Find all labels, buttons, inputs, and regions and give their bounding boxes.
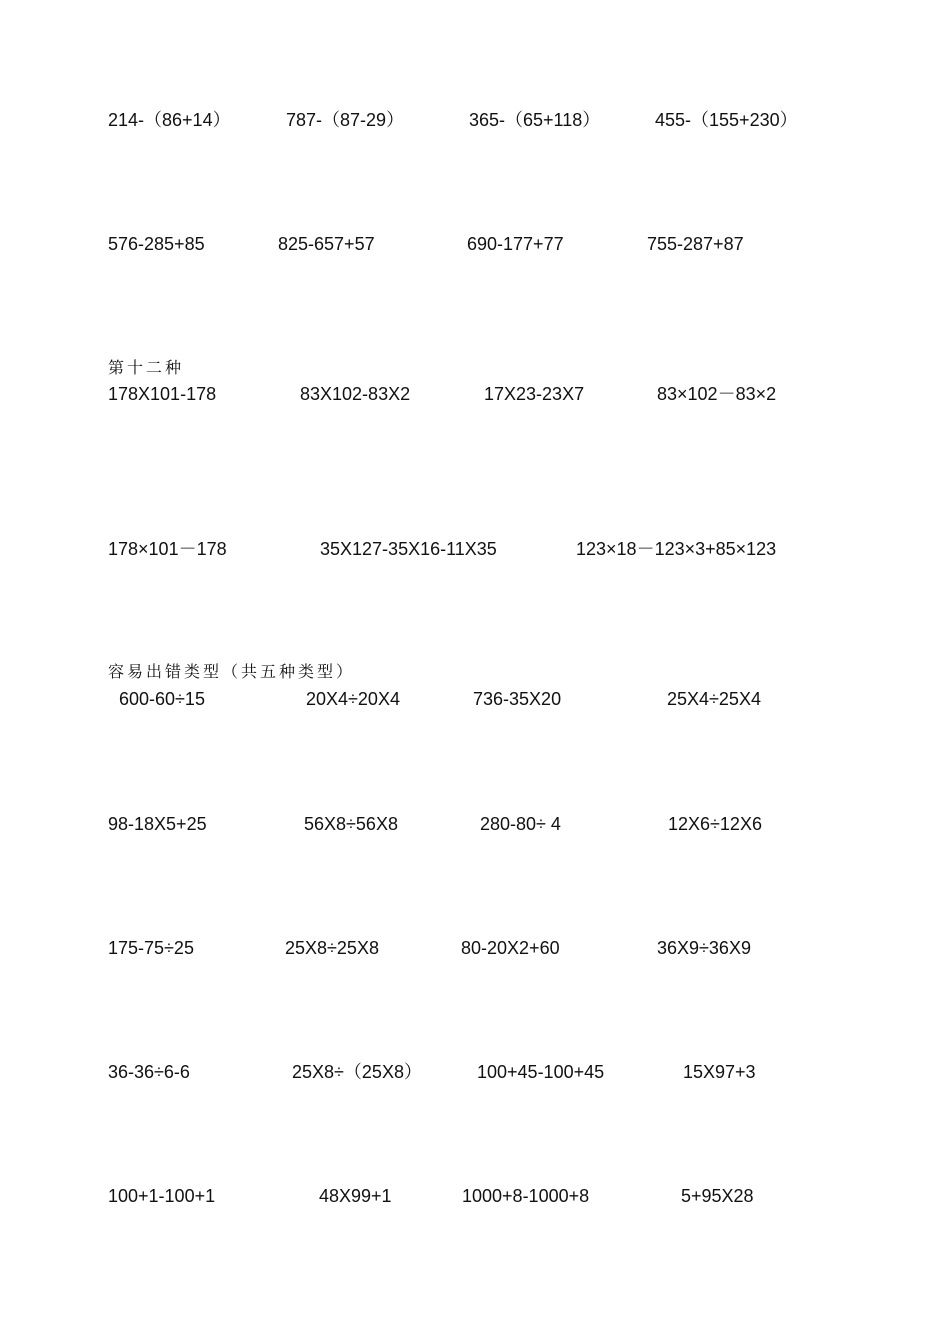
expression: 100+1-100+1 <box>108 1186 216 1206</box>
expression: 825-657+57 <box>278 234 375 254</box>
expression: 80-20X2+60 <box>461 938 560 958</box>
expression: 12X6÷12X6 <box>668 814 762 834</box>
expression: 36-36÷6-6 <box>108 1062 190 1082</box>
section-heading: 容易出错类型（共五种类型） <box>108 662 356 681</box>
expression: 690-177+77 <box>467 234 564 254</box>
section-heading: 第十二种 <box>108 358 185 377</box>
expression: 365-（65+118） <box>469 110 601 130</box>
expression: 455-（155+230） <box>655 110 798 130</box>
expression: 178X101-178 <box>108 384 217 404</box>
expression: 83X102-83X2 <box>300 384 411 404</box>
expression: 736-35X20 <box>473 689 562 709</box>
expression: 36X9÷36X9 <box>657 938 751 958</box>
expression: 5+95X28 <box>681 1186 754 1206</box>
expression: 25X8÷（25X8） <box>292 1062 422 1082</box>
expression: 56X8÷56X8 <box>304 814 398 834</box>
expression: 178×101－178 <box>108 539 227 559</box>
expression: 175-75÷25 <box>108 938 194 958</box>
expression: 123×18－123×3+85×123 <box>576 539 777 559</box>
expression: 20X4÷20X4 <box>306 689 400 709</box>
expression: 25X8÷25X8 <box>285 938 379 958</box>
expression: 98-18X5+25 <box>108 814 207 834</box>
expression: 15X97+3 <box>683 1062 756 1082</box>
expression: 755-287+87 <box>647 234 744 254</box>
expression: 280-80÷ 4 <box>480 814 561 834</box>
expression: 25X4÷25X4 <box>667 689 761 709</box>
expression: 787-（87-29） <box>286 110 405 130</box>
expression: 1000+8-1000+8 <box>462 1186 590 1206</box>
expression: 35X127-35X16-11X35 <box>320 539 497 559</box>
expression: 48X99+1 <box>319 1186 392 1206</box>
expression: 214-（86+14） <box>108 110 231 130</box>
expression: 83×102－83×2 <box>657 384 777 404</box>
expression: 576-285+85 <box>108 234 205 254</box>
expression: 100+45-100+45 <box>477 1062 605 1082</box>
expression: 600-60÷15 <box>119 689 205 709</box>
expression: 17X23-23X7 <box>484 384 585 404</box>
